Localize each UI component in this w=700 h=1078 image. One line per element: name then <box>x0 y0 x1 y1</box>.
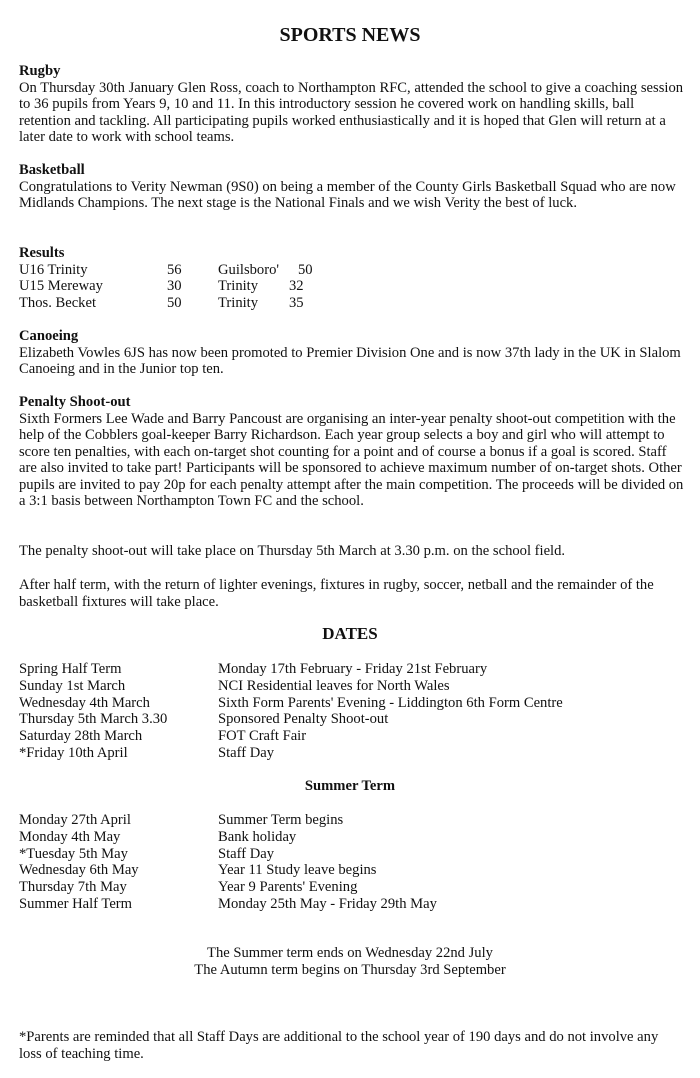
result-row <box>19 278 684 295</box>
dates-list <box>19 661 684 762</box>
date-label: *Friday 10th April <box>19 744 128 761</box>
results-heading: Results <box>19 245 65 261</box>
date-label: Monday 4th May <box>19 828 121 845</box>
result-opp-score: 32 <box>289 278 304 295</box>
result-team: U16 Trinity <box>19 261 88 278</box>
dates-heading: DATES <box>322 624 378 643</box>
penalty-section <box>19 394 684 510</box>
date-label: Saturday 28th March <box>19 728 143 745</box>
date-event: Bank holiday <box>218 828 297 845</box>
penalty-date-text: The penalty shoot-out will take place on Thursday 5th March at 3.30 p.m. on the school field. <box>19 543 566 559</box>
result-opponent: Trinity <box>218 278 259 295</box>
date-label: Thursday 7th May <box>19 879 127 896</box>
date-event: Sixth Form Parents' Evening - Liddington 6th Form Centre <box>218 694 563 711</box>
date-row <box>19 812 684 829</box>
page-title: SPORTS NEWS <box>279 24 421 46</box>
canoeing-heading: Canoeing <box>19 328 79 344</box>
date-label: Sunday 1st March <box>19 677 126 694</box>
date-event: NCI Residential leaves for North Wales <box>218 677 450 694</box>
date-event: Sponsored Penalty Shoot-out <box>218 711 389 728</box>
rugby-body: On Thursday 30th January Glen Ross, coach to Northampton RFC, attended the school to give a coaching session to 36 pupils from Years 9, 10 and 11. In this introductory session he covered work on handling skills, ball retention and tackling. All participating pupils worked enthusiastically and it is hoped that Glen will return at a later date to work with school teams. <box>19 79 684 145</box>
date-label: Thursday 5th March 3.30 <box>19 711 168 728</box>
date-event: Staff Day <box>218 744 275 761</box>
canoeing-section <box>19 328 684 378</box>
date-row <box>19 846 684 863</box>
date-label: Spring Half Term <box>19 661 122 677</box>
results-section <box>19 245 684 312</box>
date-row <box>19 695 684 712</box>
half-term-note <box>19 577 684 610</box>
footnote-text: *Parents are reminded that all Staff Days are additional to the school year of 190 days and do not involve any loss of teaching time. <box>19 1029 659 1062</box>
half-term-text: After half term, with the return of lighter evenings, fixtures in rugby, soccer, netball and the remainder of the basketball fixtures will take place. <box>19 577 654 610</box>
date-event: FOT Craft Fair <box>218 728 307 745</box>
summer-dates-list <box>19 812 684 913</box>
result-score: 56 <box>167 261 182 278</box>
date-row <box>19 745 684 762</box>
date-row <box>19 728 684 745</box>
date-row <box>19 879 684 896</box>
footnote <box>19 1029 684 1062</box>
date-event: Year 9 Parents' Evening <box>218 879 358 896</box>
date-label: *Tuesday 5th May <box>19 845 128 862</box>
autumn-term-begins: The Autumn term begins on Thursday 3rd September <box>194 962 506 978</box>
date-event: Monday 17th February - Friday 21st February <box>218 661 488 677</box>
rugby-section <box>19 63 684 146</box>
result-team: Thos. Becket <box>19 295 97 312</box>
date-label: Wednesday 4th March <box>19 694 150 711</box>
penalty-date-note <box>19 543 684 560</box>
date-row <box>19 896 684 913</box>
result-row <box>19 295 684 312</box>
penalty-body: Sixth Formers Lee Wade and Barry Pancoust are organising an inter-year penalty shoot-out competition with the help of the Cobblers goal-keeper Barry Richardson. Each year group selects a boy and girl who will attempt to score ten penalties, with each on-target shot counting for a point and of course a bonus if a goal is scored. Staff are also invited to take part! Participants will be sponsored to achieve maximum number of on-target shots. Other pupils are invited to pay 20p for each penalty attempt after the main competition. The proceeds will be divided on a 3:1 basis between Northampton Town FC and the school. <box>19 410 684 509</box>
basketball-section <box>19 162 684 212</box>
basketball-heading: Basketball <box>19 162 85 178</box>
date-row <box>19 678 684 695</box>
result-score: 50 <box>167 295 182 312</box>
penalty-heading: Penalty Shoot-out <box>19 394 131 410</box>
rugby-heading: Rugby <box>19 63 61 79</box>
summer-term-ends: The Summer term ends on Wednesday 22nd July <box>207 945 493 961</box>
result-team: U15 Mereway <box>19 278 103 295</box>
date-event: Summer Term begins <box>218 812 344 828</box>
result-score: 30 <box>167 278 182 295</box>
date-label: Monday 27th April <box>19 812 131 828</box>
result-opponent: Trinity <box>218 295 259 312</box>
summer-term-heading: Summer Term <box>304 778 396 794</box>
basketball-body: Congratulations to Verity Newman (9S0) on being a member of the County Girls Basketball Squad who are now Midlands Champions. The next stage is the National Finals and we wish Verity the best of luck. <box>19 178 676 211</box>
date-event: Year 11 Study leave begins <box>218 862 377 879</box>
date-row <box>19 711 684 728</box>
date-event: Monday 25th May - Friday 29th May <box>218 895 437 912</box>
date-row <box>19 829 684 846</box>
date-row <box>19 661 684 678</box>
result-opponent: Guilsboro' <box>218 261 280 278</box>
canoeing-body: Elizabeth Vowles 6JS has now been promoted to Premier Division One and is now 37th lady in the UK in Slalom Canoeing and in the Junior top ten. <box>19 344 681 377</box>
date-row <box>19 862 684 879</box>
result-opp-score: 50 <box>298 261 313 278</box>
result-opp-score: 35 <box>289 295 304 312</box>
result-row <box>19 262 684 279</box>
date-label: Wednesday 6th May <box>19 862 139 879</box>
date-event: Staff Day <box>218 845 275 862</box>
date-label: Summer Half Term <box>19 895 133 912</box>
